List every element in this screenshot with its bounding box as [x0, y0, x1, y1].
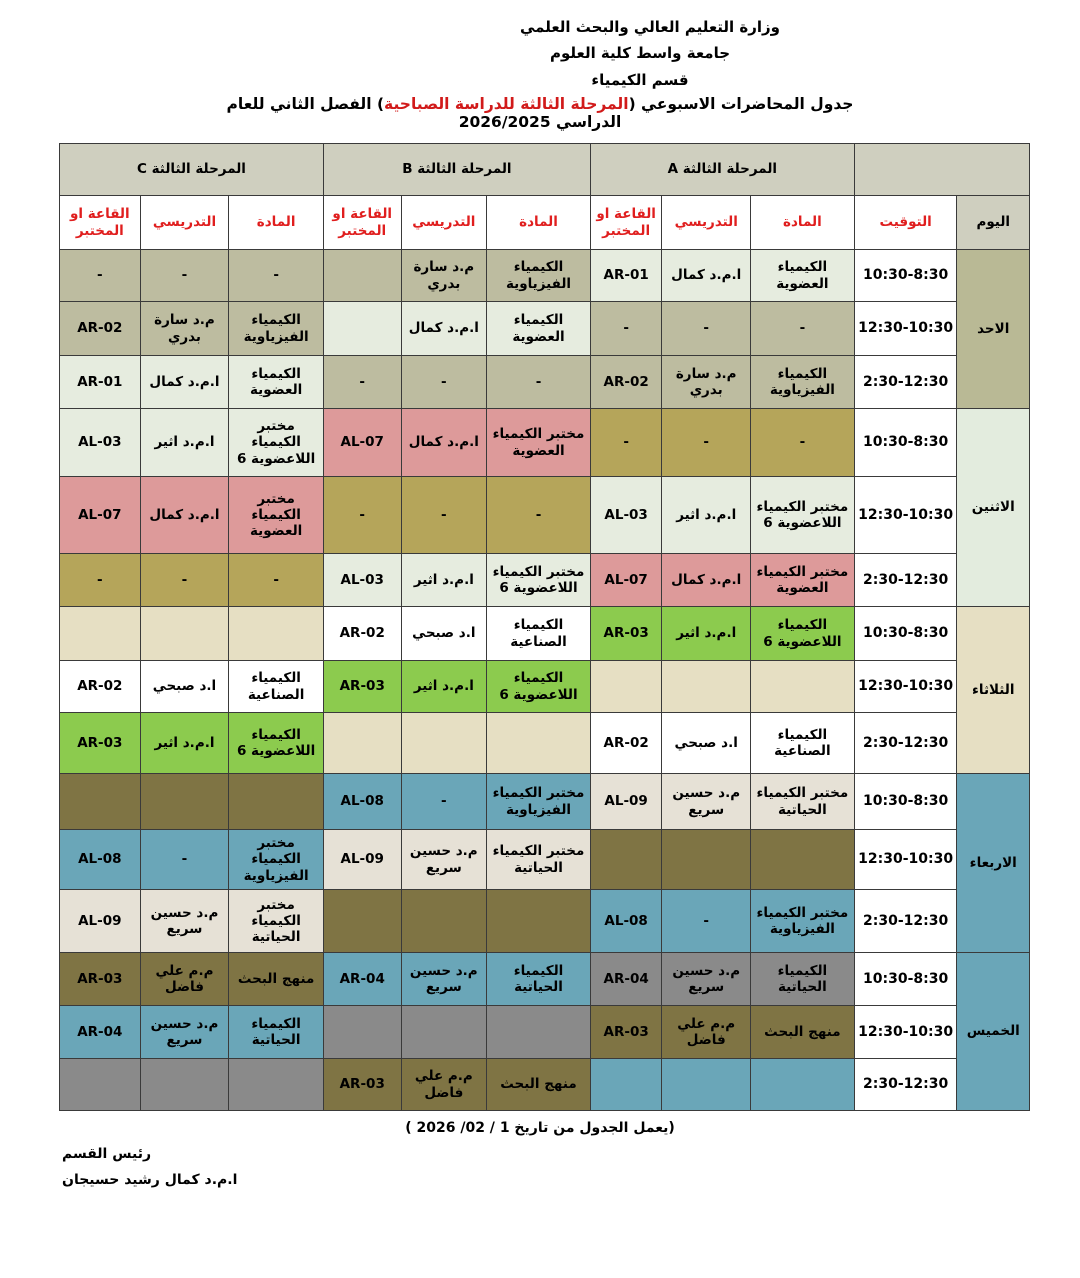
time-cell: 12:30-10:30: [854, 477, 957, 554]
teacher-cell: -: [140, 250, 229, 302]
room-cell: -: [60, 250, 141, 302]
room-cell: AR-01: [590, 250, 662, 302]
university-line: جامعة واسط كلية العلوم: [549, 44, 731, 62]
time-cell: 12:30-10:30: [854, 302, 957, 356]
schedule-row: [60, 890, 1030, 953]
teacher-cell: م.م علي فاضل: [662, 1006, 751, 1059]
room-cell: [323, 1006, 401, 1059]
department-head-name: ا.م.د كمال رشيد حسيجان: [62, 1172, 238, 1188]
time-cell: 2:30-12:30: [854, 713, 957, 774]
room-cell: AL-07: [60, 477, 141, 554]
subject-header-b: المادة: [487, 196, 591, 250]
subject-cell: -: [487, 356, 591, 409]
schedule-row: [60, 713, 1030, 774]
subject-cell: [487, 713, 591, 774]
teacher-cell: -: [662, 302, 751, 356]
schedule-row: [60, 250, 1030, 302]
teacher-header-a: التدريسي: [662, 196, 751, 250]
teacher-cell: ا.م.د كمال: [401, 409, 487, 477]
room-cell: [323, 250, 401, 302]
room-cell: AL-09: [590, 774, 662, 830]
subject-cell: مختبر الكيمياء الحياتية: [229, 890, 324, 953]
room-cell: AR-01: [60, 356, 141, 409]
room-cell: AL-08: [60, 830, 141, 890]
subject-cell: الكيمياء اللاعضوية 6: [487, 661, 591, 713]
subject-cell: مختبر الكيمياء الحياتية: [487, 830, 591, 890]
room-cell: AR-02: [323, 607, 401, 661]
schedule-row: [60, 409, 1030, 477]
subject-cell: مختبر الكيمياء العضوية: [751, 554, 855, 607]
teacher-cell: ا.م.د كمال: [662, 554, 751, 607]
room-cell: AR-02: [60, 661, 141, 713]
room-cell: AL-09: [60, 890, 141, 953]
schedule-row: [60, 607, 1030, 661]
room-cell: [590, 830, 662, 890]
time-cell: 10:30-8:30: [854, 953, 957, 1006]
teacher-header-c: التدريسي: [140, 196, 229, 250]
time-cell: 12:30-10:30: [854, 830, 957, 890]
room-cell: [60, 774, 141, 830]
schedule-row: [60, 1006, 1030, 1059]
teacher-cell: م.م علي فاضل: [140, 953, 229, 1006]
subject-cell: الكيمياء العضوية: [751, 250, 855, 302]
title-highlight: المرحلة الثالثة للدراسة الصباحية: [384, 95, 629, 113]
schedule-row: [60, 554, 1030, 607]
time-cell: 10:30-8:30: [854, 250, 957, 302]
time-cell: 12:30-10:30: [854, 1006, 957, 1059]
room-cell: AR-03: [323, 661, 401, 713]
teacher-cell: ا.م.د اثير: [401, 554, 487, 607]
subject-cell: الكيمياء الصناعية: [487, 607, 591, 661]
room-cell: AL-07: [590, 554, 662, 607]
subject-cell: مختبر الكيمياء الفيزياوية: [751, 890, 855, 953]
subject-cell: [487, 1006, 591, 1059]
teacher-cell: م.د سارة بدري: [401, 250, 487, 302]
teacher-header-b: التدريسي: [401, 196, 487, 250]
room-cell: -: [60, 554, 141, 607]
day-cell: الثلاثاء: [957, 607, 1030, 774]
teacher-cell: ا.د صبحي: [401, 607, 487, 661]
room-cell: AL-09: [323, 830, 401, 890]
room-cell: AR-02: [60, 302, 141, 356]
subject-cell: مختبر الكيمياء اللاعضوية 6: [487, 554, 591, 607]
teacher-cell: م.د حسين سريع: [401, 830, 487, 890]
subject-cell: مختبر الكيمياء اللاعضوية 6: [751, 477, 855, 554]
room-cell: -: [590, 302, 662, 356]
subject-cell: مختبر الكيمياء الفيزياوية: [229, 830, 324, 890]
teacher-cell: -: [140, 830, 229, 890]
subject-cell: منهج البحث: [751, 1006, 855, 1059]
subject-header-c: المادة: [229, 196, 324, 250]
teacher-cell: م.د حسين سريع: [662, 953, 751, 1006]
time-cell: 12:30-10:30: [854, 661, 957, 713]
subject-cell: مختبر الكيمياء الحياتية: [751, 774, 855, 830]
teacher-cell: م.د حسين سريع: [140, 1006, 229, 1059]
teacher-cell: ا.د صبحي: [662, 713, 751, 774]
teacher-cell: ا.م.د كمال: [401, 302, 487, 356]
teacher-cell: ا.م.د كمال: [140, 356, 229, 409]
schedule-table: [59, 143, 1030, 1111]
subject-cell: مختبر الكيمياء العضوية: [229, 477, 324, 554]
teacher-cell: [401, 713, 487, 774]
subject-cell: الكيمياء الفيزياوية: [487, 250, 591, 302]
teacher-cell: ا.م.د اثير: [401, 661, 487, 713]
subject-cell: مختبر الكيمياء الفيزياوية: [487, 774, 591, 830]
subject-cell: [751, 1059, 855, 1111]
subject-cell: [751, 830, 855, 890]
title-suffix: ) الفصل الثاني للعام الدراسي 2026/2025: [226, 95, 622, 131]
room-cell: AL-08: [323, 774, 401, 830]
subject-cell: [229, 774, 324, 830]
schedule-row: [60, 953, 1030, 1006]
room-cell: AR-03: [323, 1059, 401, 1111]
teacher-cell: [662, 830, 751, 890]
time-cell: 10:30-8:30: [854, 409, 957, 477]
teacher-cell: [401, 890, 487, 953]
teacher-cell: [140, 1059, 229, 1111]
schedule-row: [60, 774, 1030, 830]
room-header-c: القاعة او المختبر: [60, 196, 141, 250]
room-cell: AL-07: [323, 409, 401, 477]
subject-cell: الكيمياء الحياتية: [487, 953, 591, 1006]
room-cell: [590, 1059, 662, 1111]
department-line: قسم الكيمياء: [591, 71, 689, 89]
room-header-b: القاعة او المختبر: [323, 196, 401, 250]
day-cell: الاثنين: [957, 409, 1030, 607]
time-cell: 10:30-8:30: [854, 774, 957, 830]
teacher-cell: م.د سارة بدري: [662, 356, 751, 409]
teacher-cell: م.د سارة بدري: [140, 302, 229, 356]
department-head-title: رئيس القسم: [62, 1146, 152, 1162]
teacher-cell: م.د حسين سريع: [401, 953, 487, 1006]
teacher-cell: ا.م.د اثير: [662, 477, 751, 554]
corner-cell: [854, 144, 1029, 196]
room-cell: AR-03: [590, 1006, 662, 1059]
day-cell: الاحد: [957, 250, 1030, 409]
room-cell: [60, 607, 141, 661]
subject-header-a: المادة: [751, 196, 855, 250]
room-header-a: القاعة او المختبر: [590, 196, 662, 250]
room-cell: AL-03: [323, 554, 401, 607]
room-cell: AL-03: [60, 409, 141, 477]
time-cell: 10:30-8:30: [854, 607, 957, 661]
room-cell: AR-04: [323, 953, 401, 1006]
schedule-row: [60, 1059, 1030, 1111]
teacher-cell: ا.م.د كمال: [140, 477, 229, 554]
teacher-cell: ا.م.د كمال: [662, 250, 751, 302]
subject-cell: الكيمياء الفيزياوية: [229, 302, 324, 356]
room-cell: -: [590, 409, 662, 477]
room-cell: AR-03: [590, 607, 662, 661]
room-cell: [60, 1059, 141, 1111]
schedule-row: [60, 302, 1030, 356]
subject-cell: الكيمياء العضوية: [229, 356, 324, 409]
teacher-cell: -: [662, 890, 751, 953]
room-cell: AR-04: [590, 953, 662, 1006]
room-cell: AR-03: [60, 713, 141, 774]
subject-cell: [229, 1059, 324, 1111]
teacher-cell: [140, 774, 229, 830]
subject-cell: -: [751, 302, 855, 356]
teacher-cell: -: [401, 477, 487, 554]
room-cell: [323, 302, 401, 356]
subject-cell: مختبر الكيمياء اللاعضوية 6: [229, 409, 324, 477]
teacher-cell: [140, 607, 229, 661]
subject-cell: -: [229, 554, 324, 607]
room-cell: AR-03: [60, 953, 141, 1006]
title-prefix: جدول المحاضرات الاسبوعي (: [628, 95, 854, 113]
teacher-cell: -: [662, 409, 751, 477]
room-cell: -: [323, 477, 401, 554]
room-cell: [323, 713, 401, 774]
subject-cell: الكيمياء الصناعية: [229, 661, 324, 713]
schedule-body: [60, 250, 1030, 1111]
time-cell: 2:30-12:30: [854, 356, 957, 409]
room-cell: AR-02: [590, 356, 662, 409]
room-cell: AR-04: [60, 1006, 141, 1059]
stage-c-header: المرحلة الثالثة C: [60, 144, 324, 196]
subject-cell: -: [229, 250, 324, 302]
day-column-header: اليوم: [957, 196, 1030, 250]
subject-cell: [751, 661, 855, 713]
ministry-line: وزارة التعليم العالي والبحث العلمي: [519, 18, 781, 36]
teacher-cell: [662, 1059, 751, 1111]
schedule-row: [60, 830, 1030, 890]
room-cell: AR-02: [590, 713, 662, 774]
teacher-cell: ا.د صبحي: [140, 661, 229, 713]
time-cell: 2:30-12:30: [854, 554, 957, 607]
stage-a-header: المرحلة الثالثة A: [590, 144, 854, 196]
subject-cell: -: [487, 477, 591, 554]
subject-cell: الكيمياء اللاعضوية 6: [229, 713, 324, 774]
stage-b-header: المرحلة الثالثة B: [323, 144, 590, 196]
subject-cell: مختبر الكيمياء العضوية: [487, 409, 591, 477]
effective-date-note: (يعمل الجدول من تاريخ 1 / 02/ 2026 ): [405, 1120, 675, 1136]
teacher-cell: م.د حسين سريع: [662, 774, 751, 830]
subject-cell: الكيمياء الحياتية: [751, 953, 855, 1006]
schedule-row: [60, 661, 1030, 713]
teacher-cell: -: [140, 554, 229, 607]
day-cell: الاربعاء: [957, 774, 1030, 953]
subject-cell: منهج البحث: [229, 953, 324, 1006]
room-cell: -: [323, 356, 401, 409]
room-cell: AL-03: [590, 477, 662, 554]
schedule-row: [60, 356, 1030, 409]
teacher-cell: م.م علي فاضل: [401, 1059, 487, 1111]
room-cell: [590, 661, 662, 713]
subject-cell: الكيمياء الحياتية: [229, 1006, 324, 1059]
subject-cell: [487, 890, 591, 953]
schedule-title: [200, 95, 880, 131]
time-cell: 2:30-12:30: [854, 1059, 957, 1111]
time-column-header: التوقيت: [854, 196, 957, 250]
teacher-cell: ا.م.د اثير: [140, 713, 229, 774]
subject-cell: الكيمياء العضوية: [487, 302, 591, 356]
day-cell: الخميس: [957, 953, 1030, 1111]
subject-cell: منهج البحث: [487, 1059, 591, 1111]
teacher-cell: ا.م.د اثير: [662, 607, 751, 661]
subject-cell: الكيمياء الفيزياوية: [751, 356, 855, 409]
schedule-row: [60, 477, 1030, 554]
teacher-cell: -: [401, 774, 487, 830]
teacher-cell: [401, 1006, 487, 1059]
subject-cell: الكيمياء اللاعضوية 6: [751, 607, 855, 661]
teacher-cell: م.د حسين سريع: [140, 890, 229, 953]
teacher-cell: [662, 661, 751, 713]
subject-cell: [229, 607, 324, 661]
room-cell: [323, 890, 401, 953]
room-cell: AL-08: [590, 890, 662, 953]
teacher-cell: -: [401, 356, 487, 409]
time-cell: 2:30-12:30: [854, 890, 957, 953]
subject-cell: الكيمياء الصناعية: [751, 713, 855, 774]
subject-cell: -: [751, 409, 855, 477]
teacher-cell: ا.م.د اثير: [140, 409, 229, 477]
